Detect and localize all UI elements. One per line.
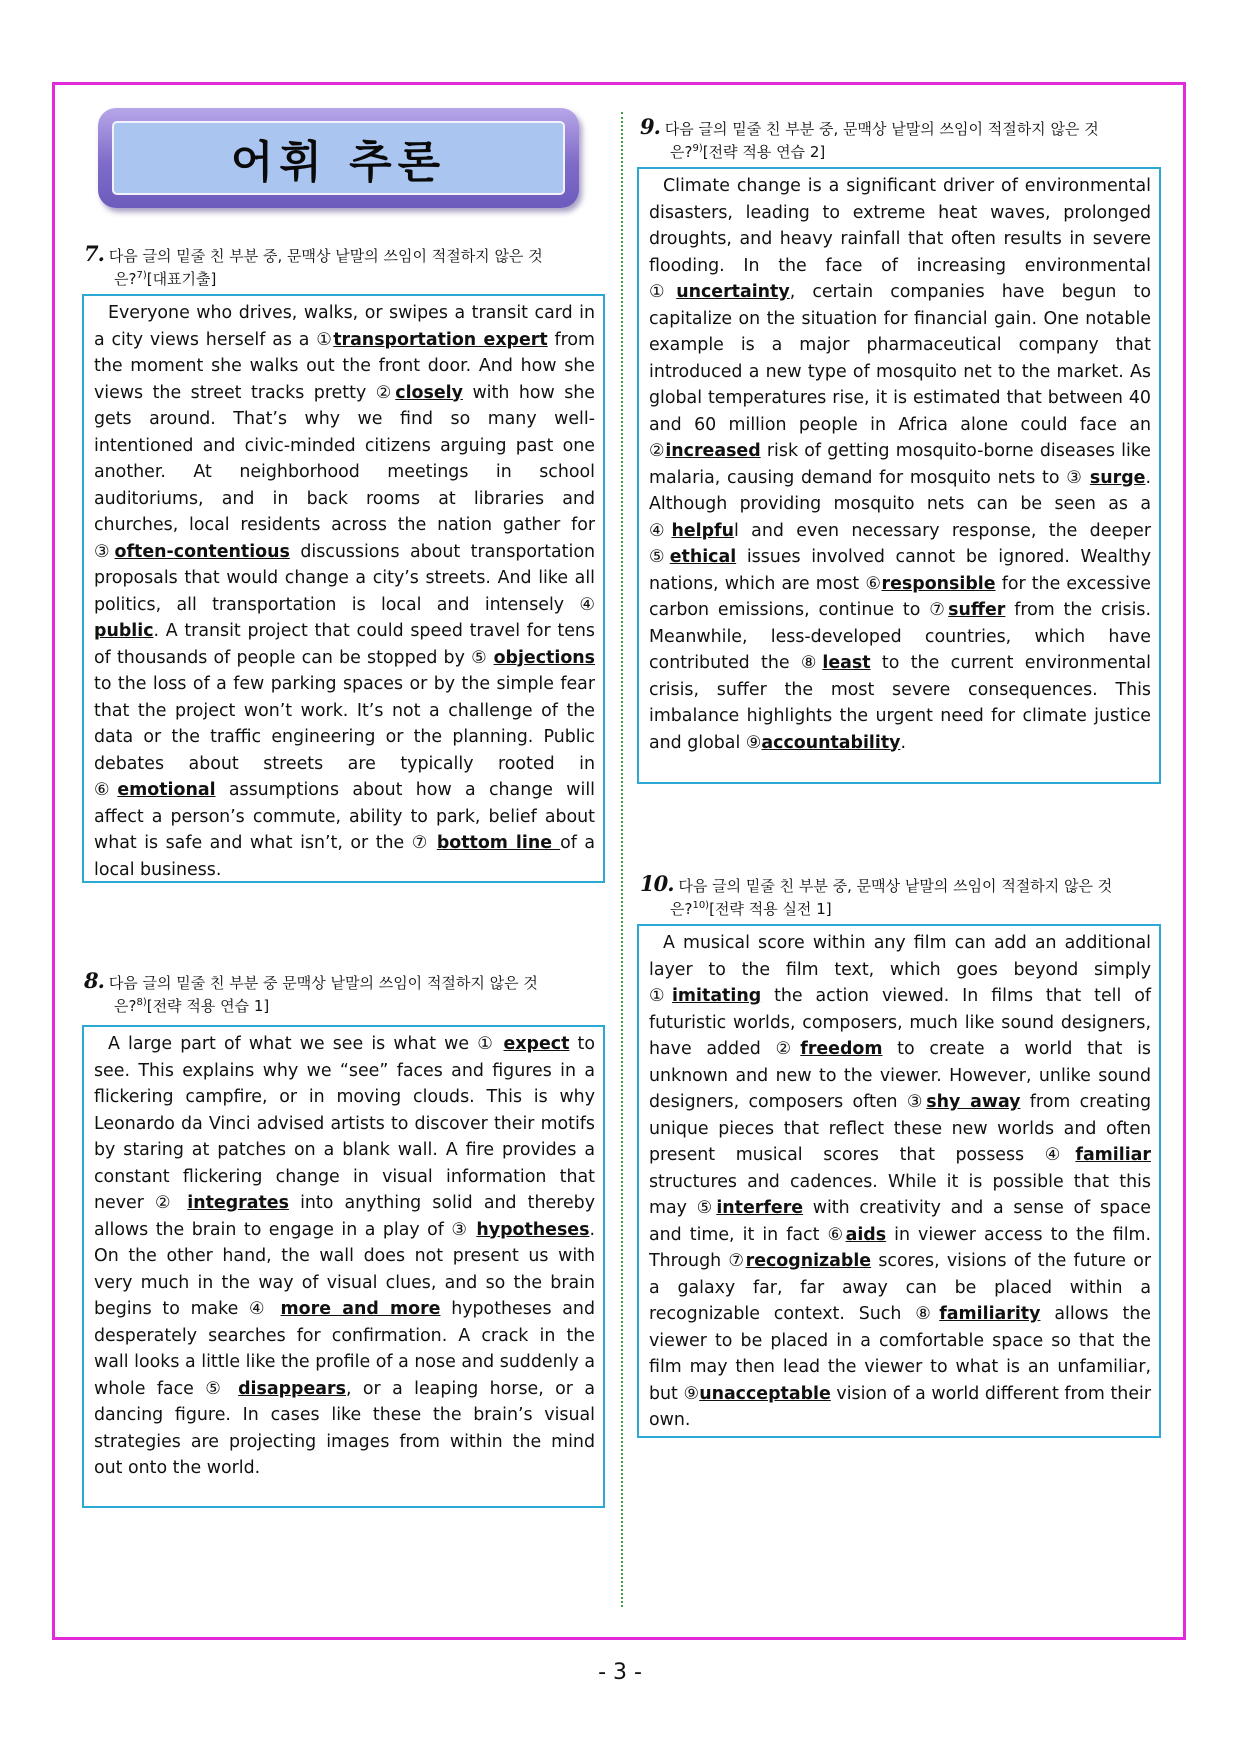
question-number: 8. [84, 968, 104, 993]
passage-segment: A musical score within any film can add an additional layer to the film text, which goes beyond simply ① [649, 933, 1151, 1006]
question-number: 10. [640, 871, 674, 896]
underlined-option: often-contentious [114, 541, 290, 562]
underlined-option: integrates [187, 1193, 289, 1213]
question-prompt: 다음 글의 밑줄 친 부분 중, 문맥상 낱말의 쓰임이 적절하지 않은 것 [664, 120, 1099, 138]
column-divider [621, 112, 623, 1607]
underlined-option: ethical [669, 547, 737, 567]
passage-text [94, 300, 595, 883]
question-9-passage [637, 167, 1161, 784]
passage-text [649, 930, 1151, 1434]
underlined-option: surge [1089, 467, 1146, 488]
section-title: 어휘 추론 [230, 137, 447, 188]
passage-text [94, 1031, 595, 1482]
underlined-option: bottom line [436, 833, 561, 853]
page-number: - 3 - [598, 1660, 642, 1685]
passage-segment: vision of a world different from their own. [649, 1383, 1151, 1430]
underlined-option: uncertainty [676, 282, 790, 302]
underlined-option: expect [503, 1034, 570, 1054]
question-prompt-line2: 은?$^{8)}$[전략 적용 연습 1] [114, 997, 270, 1015]
passage-segment: with how she gets around. That’s why we find so many well-intentioned and civic-minded citizens arguing past one another. At neighborhood meetings in school auditoriums, and in back rooms at libraries and churches, local residents across the nation gather for ③ [94, 382, 595, 562]
footnote-marker: 9) [692, 143, 703, 154]
footnote-marker: 8) [136, 997, 147, 1008]
passage-segment: into anything solid and thereby allows the brain to engage in a play of ③ [94, 1193, 595, 1240]
passage-segment: Climate change is a significant driver of environmental disasters, leading to extreme heat waves, prolonged droughts, and heavy rainfall that often results in severe flooding. In the face of increasing environmental ① [649, 176, 1151, 302]
passage-segment: . A transit project that could speed travel for tens of thousands of people can be stopped by ⑤ [94, 621, 595, 668]
underlined-option: closely [395, 382, 463, 403]
question-number: 9. [640, 114, 660, 139]
question-prompt-line2: 은?$^{7)}$[대표기출] [114, 270, 217, 288]
underlined-option: transportation expert [333, 329, 548, 350]
passage-segment: l and even necessary response, the deeper ⑤ [649, 520, 1152, 567]
question-source: [전략 적용 실전 1] [709, 900, 832, 918]
passage-segment: issues involved cannot be ignored. Wealthy nations, which are most ⑥ [649, 547, 1151, 594]
passage-segment: . [900, 732, 907, 753]
passage-segment: the action viewed. In films that tell of futuristic worlds, composers, much like sound designers, have added ② [649, 986, 1151, 1059]
question-10-passage [637, 924, 1161, 1438]
question-prompt-line2: 은?$^{9)}$[전략 적용 연습 2] [670, 143, 826, 161]
question-10-header [640, 871, 1170, 919]
passage-segment: to create a world that is unknown and new to the viewer. However, unlike sound designers, composers often ③ [649, 1039, 1151, 1112]
passage-text [649, 173, 1151, 756]
footnote-marker: 10) [692, 900, 710, 911]
question-prompt: 다음 글의 밑줄 친 부분 중, 문맥상 낱말의 쓰임이 적절하지 않은 것 [678, 877, 1113, 895]
passage-segment: to see. This explains why we “see” faces and figures in a flickering campfire, or in moving clouds. This is why Leonardo da Vinci advised artists to discover their motifs by staring at patches on a blank wall. A fire provides a constant flickering change in visual information that never ② [94, 1034, 595, 1213]
passage-segment: discussions about transportation proposals that would change a city’s streets. And like all politics, all transportation is local and intensely ④ [94, 541, 595, 615]
passage-segment: hypotheses and desperately searches for confirmation. A crack in the wall looks a little like the profile of a nose and suddenly a whole face ⑤ [94, 1299, 595, 1399]
underlined-option: unacceptable [699, 1383, 831, 1404]
underlined-option: interfere [716, 1198, 804, 1218]
passage-segment: to the loss of a few parking spaces or by the simple fear that the project won’t work. It’s not a challenge of the data or the traffic engineering or the planning. Public debates about streets are typically rooted in ⑥ [94, 674, 595, 800]
underlined-option: disappears [238, 1378, 346, 1399]
underlined-option: shy away [926, 1092, 1021, 1112]
underlined-option: public [94, 621, 154, 641]
question-source: [전략 적용 연습 1] [146, 997, 270, 1015]
passage-segment: Everyone who drives, walks, or swipes a transit card in a city views herself as a ① [94, 303, 595, 350]
question-prompt: 다음 글의 밑줄 친 부분 중 문맥상 낱말의 쓰임이 적절하지 않은 것 [108, 974, 538, 992]
underlined-option: recognizable [745, 1251, 872, 1271]
question-8-passage [82, 1025, 605, 1508]
underlined-option: objections [493, 647, 595, 668]
underlined-option: emotional [117, 780, 216, 800]
question-prompt-line2: 은?$^{10)}$[전략 적용 실전 1] [670, 900, 832, 918]
underlined-option: imitating [671, 986, 762, 1006]
passage-segment: in viewer access to the film. Through ⑦ [649, 1224, 1151, 1271]
underlined-option: accountability [761, 732, 901, 753]
passage-segment: , certain companies have begun to capitalize on the situation for financial gain. One notable example is a major pharmaceutical company that introduced a new type of mosquito net to the market. As global temperatures rise, it is estimated that between 40 and 60 million people in Africa alone could face an ② [649, 282, 1152, 461]
question-number: 7. [84, 241, 104, 266]
underlined-option: familiar [1075, 1145, 1151, 1165]
passage-segment: allows the viewer to be placed in a comfortable space so that the film may then lead the viewer to what is an unfamiliar, but ⑨ [649, 1304, 1151, 1404]
passage-segment: , or a leaping horse, or a dancing figure. In cases like these the brain’s visual strategies are projecting images from within the mind out onto the world. [94, 1378, 595, 1478]
passage-segment: from creating unique pieces that reflect these new worlds and often present musical scores that possess ④ [649, 1092, 1151, 1165]
footnote-marker: 7) [136, 270, 147, 281]
passage-segment: A large part of what we see is what we ① [108, 1034, 504, 1054]
passage-segment: with creativity and a sense of space and time, it in fact ⑥ [649, 1198, 1151, 1245]
passage-segment: from the crisis. Meanwhile, less-developed countries, which have contributed the ⑧ [649, 600, 1151, 673]
question-source: [전략 적용 연습 2] [702, 143, 826, 161]
underlined-option: aids [845, 1224, 887, 1245]
underlined-option: responsible [881, 573, 996, 594]
underlined-option: increased [665, 441, 761, 461]
underlined-option: least [822, 653, 871, 673]
underlined-option: familiarity [939, 1304, 1041, 1324]
question-7-header [84, 241, 614, 289]
passage-segment: . On the other hand, the wall does not present us with very much in the way of visual clues, and so the brain begins to make ④ [94, 1219, 595, 1319]
underlined-option: suffer [948, 600, 1006, 620]
question-7-passage [82, 294, 605, 883]
question-8-header [84, 968, 614, 1016]
underlined-option: helpfu [671, 520, 734, 541]
question-9-header [640, 114, 1170, 162]
section-title-plate [98, 108, 579, 208]
question-prompt: 다음 글의 밑줄 친 부분 중, 문맥상 낱말의 쓰임이 적절하지 않은 것 [108, 247, 543, 265]
passage-segment: from the moment she walks out the front door. And how she views the street tracks pretty ② [94, 329, 596, 403]
passage-segment: of a local business. [94, 833, 595, 880]
underlined-option: freedom [800, 1039, 883, 1059]
passage-segment: scores, visions of the future or a galaxy far, far away can be placed within a recognizable context. Such ⑧ [649, 1251, 1151, 1324]
section-title-inner [112, 121, 565, 195]
passage-segment: assumptions about how a change will affect a person’s commute, ability to park, belief about what is safe and what isn’t, or the ⑦ [94, 780, 595, 853]
passage-segment: structures and cadences. While it is possible that this may ⑤ [649, 1171, 1151, 1218]
passage-segment: for the excessive carbon emissions, continue to ⑦ [649, 573, 1151, 620]
passage-segment: . Although providing mosquito nets can be seen as a ④ [649, 467, 1151, 541]
passage-segment: risk of getting mosquito-borne diseases like malaria, causing demand for mosquito nets to ③ [649, 441, 1151, 488]
question-source: [대표기출] [146, 270, 217, 288]
underlined-option: hypotheses [476, 1219, 590, 1240]
passage-segment: to the current environmental crisis, suffer the most severe consequences. This imbalance highlights the urgent need for climate justice and global ⑨ [649, 653, 1152, 753]
underlined-option: more and more [280, 1299, 441, 1319]
